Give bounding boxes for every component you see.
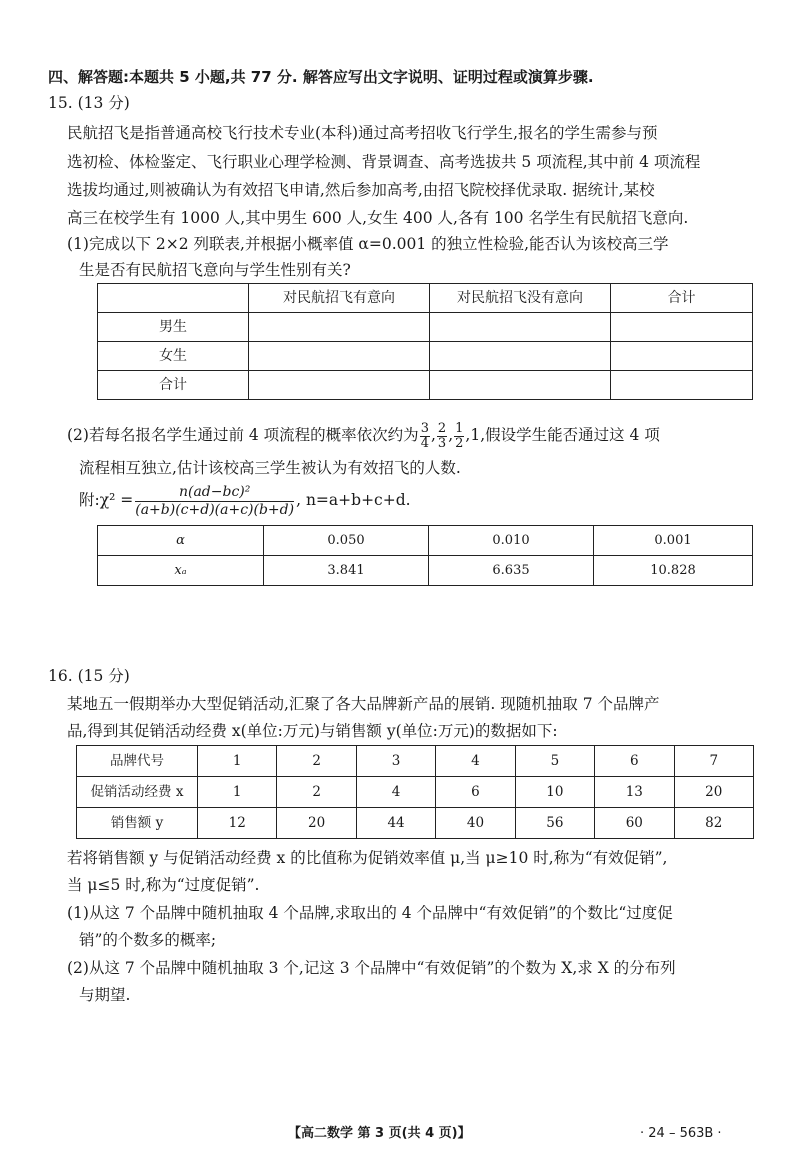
q15-line: 选拔均通过,则被确认为有效招飞申请,然后参加高考,由招飞院校择优录取. 据统计,某校 bbox=[67, 181, 655, 199]
table-header: 合计 bbox=[611, 284, 753, 313]
fraction-numerator: 2 bbox=[437, 420, 447, 436]
table-cell: 0.010 bbox=[429, 526, 594, 556]
table-header: 对民航招飞没有意向 bbox=[430, 284, 611, 313]
table-cell: 3 bbox=[356, 746, 435, 777]
section-title: 四、解答题:本题共 5 小题,共 77 分. 解答应写出文字说明、证明过程或演算步骤. bbox=[48, 68, 594, 86]
appendix-formula bbox=[79, 482, 411, 519]
q15-line: 选初检、体检鉴定、飞行职业心理学检测、背景调查、高考选拔共 5 项流程,其中前 4 项流程 bbox=[67, 153, 701, 171]
table-row bbox=[98, 284, 753, 313]
table-row bbox=[98, 371, 753, 400]
row-label: 促销活动经费 x bbox=[77, 777, 198, 808]
row-label: 品牌代号 bbox=[77, 746, 198, 777]
q16-number: 16. (15 分) bbox=[48, 667, 130, 685]
row-label: 女生 bbox=[98, 342, 249, 371]
table-cell: 7 bbox=[674, 746, 753, 777]
q16-line: 某地五一假期举办大型促销活动,汇聚了各大品牌新产品的展销. 现随机抽取 7 个品牌产 bbox=[67, 695, 660, 713]
table-cell: 40 bbox=[436, 808, 515, 839]
table-cell: 2 bbox=[277, 777, 356, 808]
formula-numerator: n(ad−bc)² bbox=[135, 484, 294, 502]
q16-part1-line: (1)从这 7 个品牌中随机抽取 4 个品牌,求取出的 4 个品牌中“有效促销”的个数比“过度促 bbox=[67, 904, 673, 922]
row-label: 男生 bbox=[98, 313, 249, 342]
blank-cell bbox=[430, 313, 611, 342]
q16-line: 品,得到其促销活动经费 x(单位:万元)与销售额 y(单位:万元)的数据如下: bbox=[67, 722, 558, 740]
brand-data-table bbox=[76, 745, 754, 839]
table-cell: 4 bbox=[436, 746, 515, 777]
fraction-denominator: 3 bbox=[437, 435, 447, 451]
table-cell: 6.635 bbox=[429, 556, 594, 586]
table-cell: 10 bbox=[515, 777, 594, 808]
blank-cell bbox=[611, 371, 753, 400]
q16-part2-line: 与期望. bbox=[79, 986, 131, 1004]
row-label: xₐ bbox=[98, 556, 264, 586]
fraction-numerator: 1 bbox=[455, 420, 464, 436]
contingency-table bbox=[97, 283, 753, 400]
table-row bbox=[98, 526, 753, 556]
q16-part2-line: (2)从这 7 个品牌中随机抽取 3 个,记这 3 个品牌中“有效促销”的个数为 X,求 X 的分布列 bbox=[67, 959, 676, 977]
table-cell: 56 bbox=[515, 808, 594, 839]
table-header: 对民航招飞有意向 bbox=[249, 284, 430, 313]
q15-number: 15. (13 分) bbox=[48, 94, 130, 112]
q15-line: 民航招飞是指普通高校飞行技术专业(本科)通过高考招收飞行学生,报名的学生需参与预 bbox=[67, 124, 658, 142]
fraction-numerator: 3 bbox=[420, 420, 429, 436]
table-cell: 10.828 bbox=[594, 556, 753, 586]
table-cell: 13 bbox=[595, 777, 674, 808]
table-cell: 4 bbox=[356, 777, 435, 808]
table-cell: 82 bbox=[674, 808, 753, 839]
part2-suffix: ,1,假设学生能否通过这 4 项 bbox=[465, 426, 660, 444]
formula-tail: , n=a+b+c+d. bbox=[296, 491, 411, 509]
table-cell: 20 bbox=[277, 808, 356, 839]
q15-part2-line: (2)若每名报名学生通过前 4 项流程的概率依次约为 $\frac{3}{4}$ , $\frac{2}{3}$ , $\frac{1}{2}$ ,1,假设学生能否通过这 4 项 bbox=[67, 420, 660, 451]
fraction bbox=[420, 422, 430, 451]
fraction bbox=[454, 422, 464, 451]
fraction-denominator: 2 bbox=[455, 435, 464, 451]
table-cell: 12 bbox=[198, 808, 277, 839]
q15-part1-line: 生是否有民航招飞意向与学生性别有关? bbox=[79, 261, 351, 279]
table-row bbox=[77, 746, 754, 777]
formula-denominator: (a+b)(c+d)(a+c)(b+d) bbox=[135, 501, 295, 518]
chi-square-fraction bbox=[135, 484, 294, 519]
row-label: α bbox=[98, 526, 264, 556]
table-cell: 5 bbox=[515, 746, 594, 777]
blank-cell bbox=[249, 313, 430, 342]
exam-code: · 24 – 563B · bbox=[640, 1126, 722, 1141]
table-row bbox=[77, 808, 754, 839]
blank-cell bbox=[611, 313, 753, 342]
critical-value-table bbox=[97, 525, 753, 586]
table-row bbox=[98, 313, 753, 342]
table-cell: 6 bbox=[595, 746, 674, 777]
table-cell: 1 bbox=[198, 777, 277, 808]
appendix-label: 附:χ² = bbox=[79, 491, 134, 509]
table-cell: 6 bbox=[436, 777, 515, 808]
table-row bbox=[98, 342, 753, 371]
table-row bbox=[98, 556, 753, 586]
q15-part1-line: (1)完成以下 2×2 列联表,并根据小概率值 α=0.001 的独立性检验,能否认为该校高三学 bbox=[67, 235, 669, 253]
q15-part2-line: 流程相互独立,估计该校高三学生被认为有效招飞的人数. bbox=[79, 459, 461, 477]
table-cell: 3.841 bbox=[264, 556, 429, 586]
table-cell bbox=[98, 284, 249, 313]
part2-prefix: (2)若每名报名学生通过前 4 项流程的概率依次约为 bbox=[67, 426, 419, 444]
table-cell: 1 bbox=[198, 746, 277, 777]
blank-cell bbox=[249, 342, 430, 371]
row-label: 销售额 y bbox=[77, 808, 198, 839]
row-label: 合计 bbox=[98, 371, 249, 400]
table-cell: 0.050 bbox=[264, 526, 429, 556]
fraction bbox=[437, 422, 447, 451]
table-cell: 44 bbox=[356, 808, 435, 839]
table-cell: 20 bbox=[674, 777, 753, 808]
q16-after-line: 若将销售额 y 与促销活动经费 x 的比值称为促销效率值 μ,当 μ≥10 时,称为“有效促销”, bbox=[67, 849, 668, 867]
blank-cell bbox=[430, 342, 611, 371]
blank-cell bbox=[611, 342, 753, 371]
table-cell: 2 bbox=[277, 746, 356, 777]
table-cell: 0.001 bbox=[594, 526, 753, 556]
q16-part1-line: 销”的个数多的概率; bbox=[79, 931, 217, 949]
table-row bbox=[77, 777, 754, 808]
table-cell: 60 bbox=[595, 808, 674, 839]
page-footer: 【高二数学 第 3 页(共 4 页)】 bbox=[288, 1126, 471, 1141]
q16-after-line: 当 μ≤5 时,称为“过度促销”. bbox=[67, 876, 260, 894]
q15-line: 高三在校学生有 1000 人,其中男生 600 人,女生 400 人,各有 100 名学生有民航招飞意向. bbox=[67, 209, 689, 227]
fraction-denominator: 4 bbox=[420, 435, 429, 451]
blank-cell bbox=[249, 371, 430, 400]
blank-cell bbox=[430, 371, 611, 400]
